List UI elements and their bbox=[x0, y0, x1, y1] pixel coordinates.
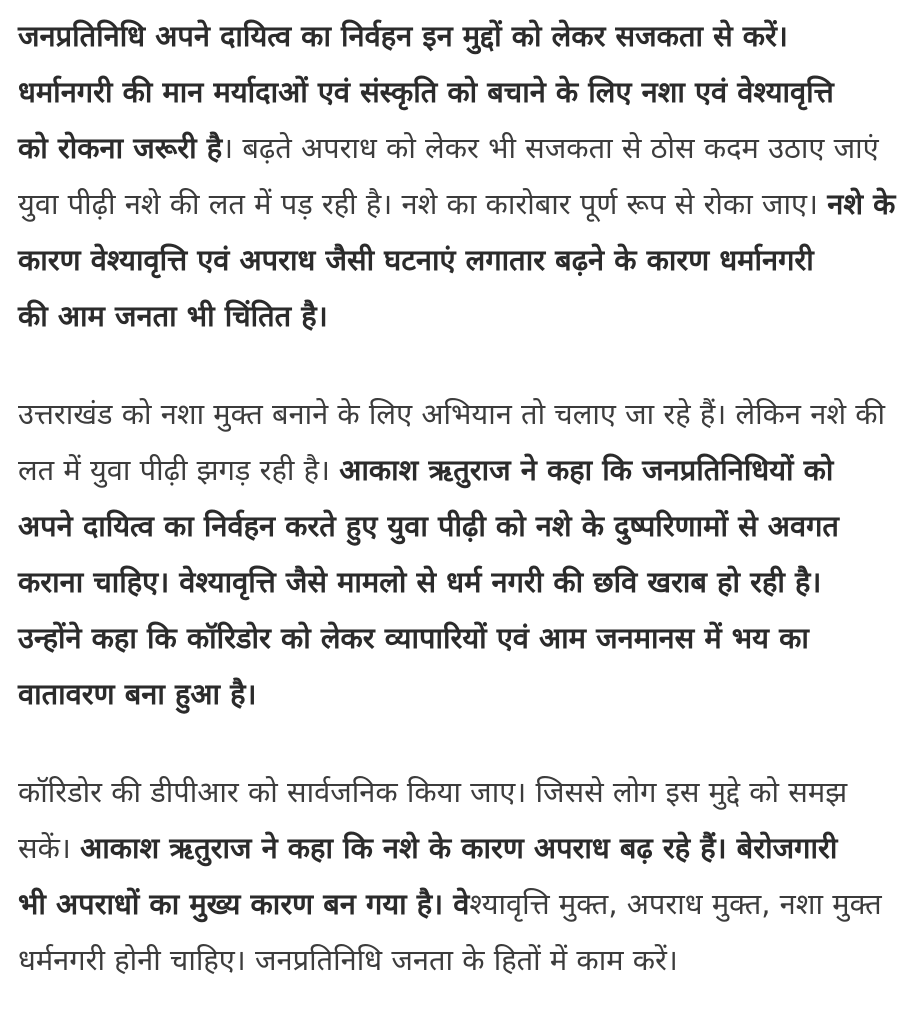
bold-text-segment: की आम जनता भी चिंतित है। bbox=[18, 299, 328, 333]
paragraph-line bbox=[18, 72, 834, 112]
paragraph-line bbox=[18, 16, 788, 56]
bold-text-segment: को रोकना जरूरी है bbox=[18, 131, 223, 165]
paragraph-line bbox=[18, 674, 257, 714]
bold-text-segment: भी अपराधों का मुख्य कारण बन गया है। वे bbox=[18, 887, 470, 921]
paragraph-line bbox=[18, 128, 879, 168]
bold-text-segment: उन्होंने कहा कि कॉरिडोर को लेकर व्यापारियों एवं आम जनमानस में भय का bbox=[18, 621, 809, 655]
text-segment: श्यावृत्ति मुक्त, अपराध मुक्त, नशा मुक्त bbox=[469, 887, 882, 921]
bold-text-segment: अपने दायित्व का निर्वहन करते हुए युवा पीढ़ी को नशे के दुष्परिणामों से अवगत bbox=[18, 509, 839, 543]
paragraph-line bbox=[18, 394, 885, 434]
paragraph-line bbox=[18, 296, 328, 336]
bold-text-segment: जनप्रतिनिधि अपने दायित्व का निर्वहन इन मुद्दों को लेकर सजकता से करें। bbox=[18, 19, 788, 53]
paragraph-line bbox=[18, 828, 837, 868]
paragraph-line bbox=[18, 562, 821, 602]
text-segment: धर्मनगरी होनी चाहिए। जनप्रतिनिधि जनता के हितों में काम करें। bbox=[18, 943, 678, 977]
bold-text-segment: धर्मानगरी की मान मर्यादाओं एवं संस्कृति को बचाने के लिए नशा एवं वेश्यावृत्ति bbox=[18, 75, 834, 109]
paragraph-line bbox=[18, 450, 833, 490]
text-segment: उत्तराखंड को नशा मुक्त बनाने के लिए अभियान तो चलाए जा रहे हैं। लेकिन नशे की bbox=[18, 397, 886, 431]
paragraph-line bbox=[18, 940, 678, 980]
paragraph-line bbox=[18, 884, 882, 924]
paragraph-line bbox=[18, 618, 809, 658]
paragraph-line bbox=[18, 184, 895, 224]
text-segment: । बढ़ते अपराध को लेकर भी सजकता से ठोस कदम उठाए जाएं bbox=[222, 131, 879, 165]
bold-text-segment: आकाश ऋतुराज ने कहा कि नशे के कारण अपराध बढ़ रहे हैं। बेरोजगारी bbox=[80, 831, 838, 865]
paragraph-line bbox=[18, 772, 847, 812]
text-segment: कॉरिडोर की डीपीआर को सार्वजनिक किया जाए। जिससे लोग इस मुद्दे को समझ bbox=[18, 775, 848, 809]
bold-text-segment: कराना चाहिए। वेश्यावृत्ति जैसे मामलो से धर्म नगरी की छवि खराब हो रही है। bbox=[18, 565, 822, 599]
text-segment: सकें। bbox=[18, 831, 81, 865]
bold-text-segment: आकाश ऋतुराज ने कहा कि जनप्रतिनिधियों को bbox=[339, 453, 834, 487]
text-segment: युवा पीढ़ी नशे की लत में पड़ रही है। नशे का कारोबार पूर्ण रूप से रोका जाए। bbox=[18, 187, 828, 221]
bold-text-segment: वातावरण बना हुआ है। bbox=[18, 677, 257, 711]
bold-text-segment: नशे के bbox=[827, 187, 896, 221]
paragraph-line bbox=[18, 506, 839, 546]
bold-text-segment: कारण वेश्यावृत्ति एवं अपराध जैसी घटनाएं लगातार बढ़ने के कारण धर्मानगरी bbox=[18, 243, 814, 277]
paragraph-line bbox=[18, 240, 814, 280]
text-segment: लत में युवा पीढ़ी झगड़ रही है। bbox=[18, 453, 340, 487]
